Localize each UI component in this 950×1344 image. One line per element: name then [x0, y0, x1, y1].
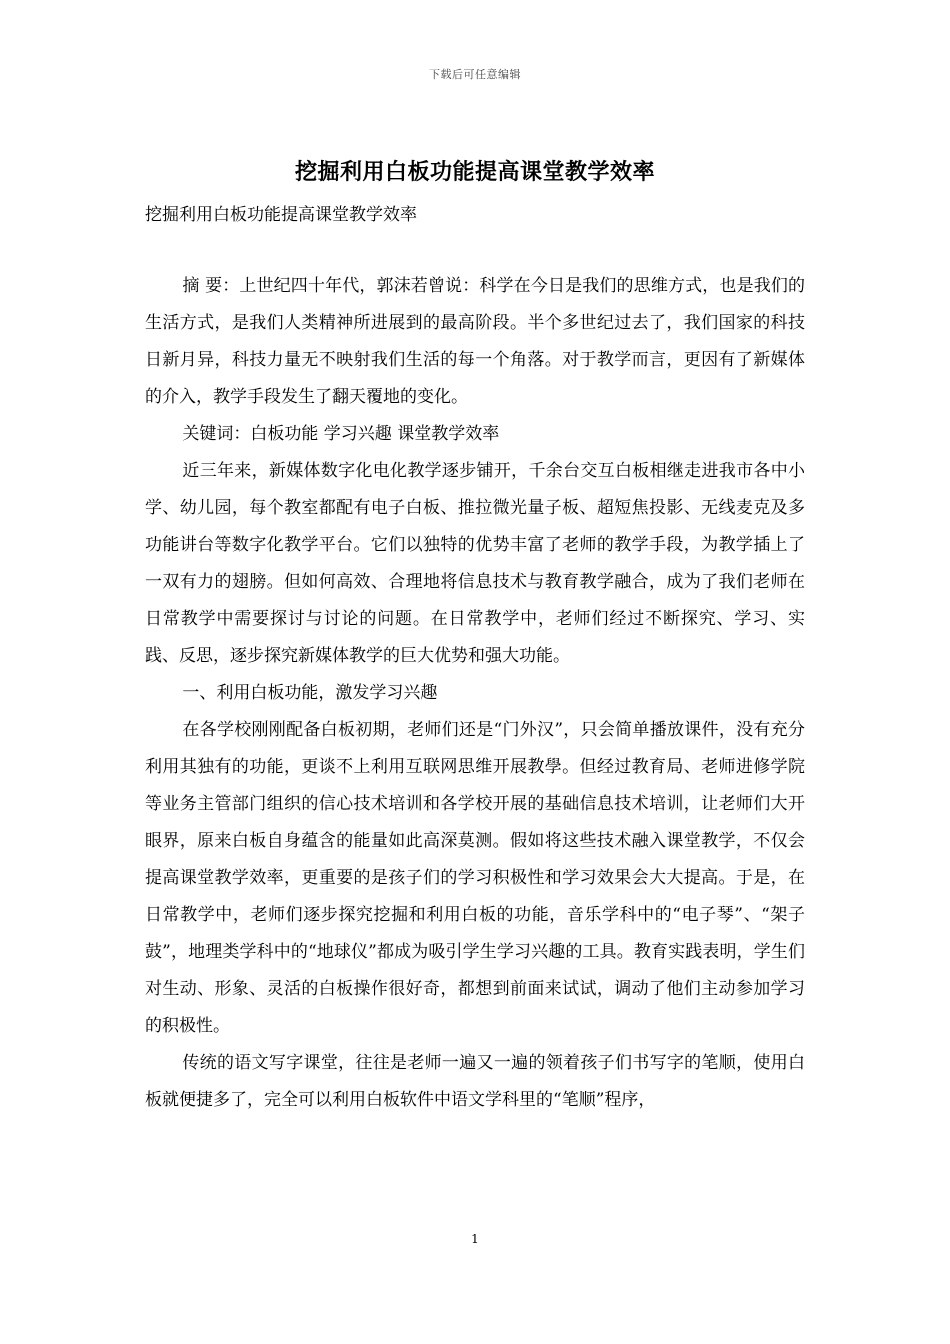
abstract-paragraph: 摘 要：上世纪四十年代，郭沫若曾说：科学在今日是我们的思维方式，也是我们的生活方式，是我们人类精神所进展到的最高阶段。半个多世纪过去了，我们国家的科技日新月异，科技力量无不映射我们生活的每一个角落。对于教学而言，更因有了新媒体的介入，教学手段发生了翻天覆地的变化。 [145, 276, 805, 407]
document-title: 挖掘利用白板功能提高课堂教学效率 [294, 159, 655, 185]
section-heading: 一、利用白板功能，激发学习兴趣 [182, 683, 438, 703]
body-paragraph: 传统的语文写字课堂，往往是老师一遍又一遍的领着孩子们书写字的笔顺，使用白板就便捷多了，完全可以利用白板软件中语文学科里的“笔顺”程序， [145, 1053, 805, 1110]
body-paragraph: 近三年来，新媒体数字化电化教学逐步铺开，千余台交互白板相继走进我市各中小学、幼儿园，每个教室都配有电子白板、推拉微光量子板、超短焦投影、无线麦克及多功能讲台等数字化教学平台。它们以独特的优势丰富了老师的教学手段，为教学插上了一双有力的翅膀。但如何高效、合理地将信息技术与教育教学融合，成为了我们老师在日常教学中需要探讨与讨论的问题。在日常教学中，老师们经过不断探究、学习、实践、反思，逐步探究新媒体教学的巨大优势和强大功能。 [145, 461, 805, 666]
header-note: 下载后可任意编辑 [429, 68, 521, 81]
document-subtitle: 挖掘利用白板功能提高课堂教学效率 [145, 205, 417, 225]
document-body [145, 268, 805, 1119]
body-paragraph: 在各学校刚刚配备白板初期，老师们还是“门外汉”，只会简单播放课件，没有充分利用其独有的功能，更谈不上利用互联网思维开展教學。但经过教育局、老师进修学院等业务主管部门组织的信心技术培训和各学校开展的基础信息技术培训，让老师们大开眼界，原来白板自身蕴含的能量如此高深莫测。假如将这些技术融入课堂教学，不仅会提高课堂教学效率，更重要的是孩子们的学习积极性和学习效果会大大提高。于是，在日常教学中，老师们逐步探究挖掘和利用白板的功能，音乐学科中的“电子琴”、“架子鼓”，地理类学科中的“地球仪”都成为吸引学生学习兴趣的工具。教育实践表明，学生们对生动、形象、灵活的白板操作很好奇，都想到前面来试试，调动了他们主动参加学习的积极性。 [145, 720, 805, 1036]
page-number: 1 [471, 1232, 479, 1246]
keywords-paragraph: 关键词：白板功能 学习兴趣 课堂教学效率 [182, 424, 500, 444]
